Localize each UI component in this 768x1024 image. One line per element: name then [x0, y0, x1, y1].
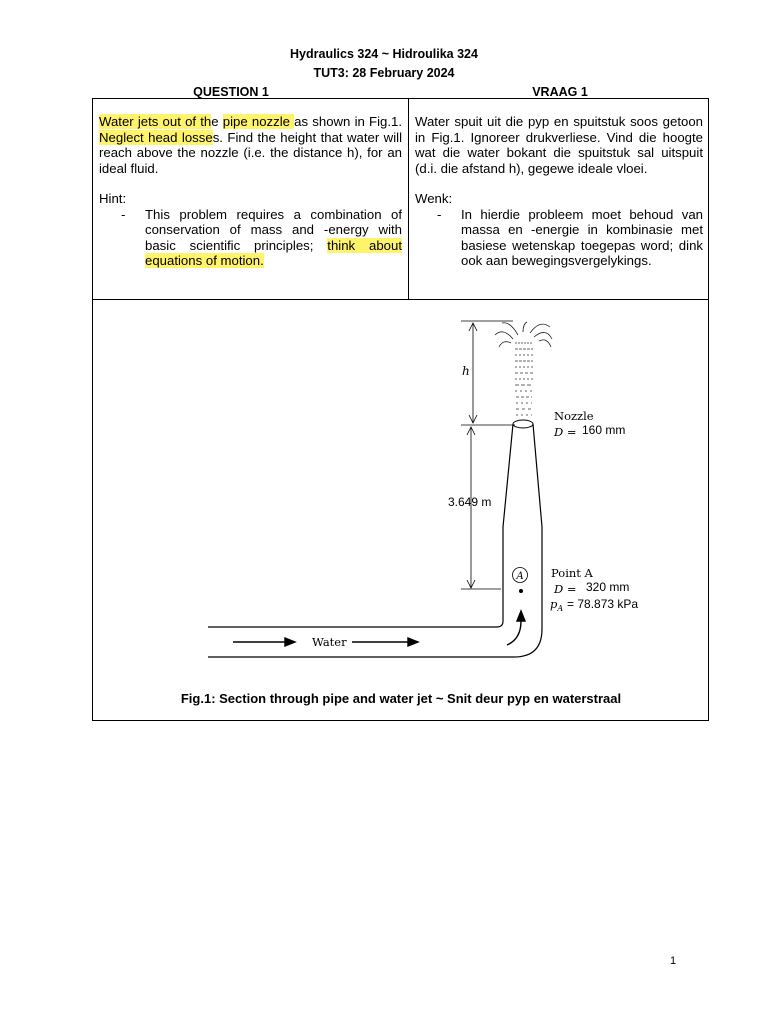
bullet-dash: - [121, 206, 126, 222]
highlight-water-jets: Water jets out of th [99, 114, 212, 129]
hint-text-english: This problem requires a combination of conservation of mass and -energy with basic scientific principles; [145, 206, 402, 253]
figure-caption: Fig.1: Section through pipe and water jet ~ Snit deur pyp en waterstraal [180, 691, 622, 706]
question-text-fragment: e [211, 114, 223, 129]
question-table [92, 98, 709, 721]
pressure-prefix [550, 597, 563, 613]
height-h-label: h [462, 364, 470, 378]
hint-bullet-afrikaans [415, 207, 703, 269]
document-title: Hydraulics 324 ~ Hidroulika 324 [290, 47, 478, 61]
nozzle-label: Nozzle [554, 409, 594, 423]
point-a-marker-letter: A [516, 571, 524, 582]
point-a-dot [519, 589, 523, 593]
question-paragraph-english [99, 114, 402, 176]
question-paragraph-afrikaans: Water spuit uit die pyp en spuitstuk soos getoon in Fig.1. Ignoreer drukverliese. Vind die hoogte wat die water bokant die spuitstuk sal uitspuit (d.i. die afstand h), gegewe ideale vloei. [415, 114, 703, 176]
question-text-afrikaans [415, 114, 703, 269]
bullet-dash: - [437, 206, 442, 222]
figure-area [93, 299, 710, 720]
column-heading-english: QUESTION 1 [193, 85, 269, 99]
pressure-symbol: p [550, 597, 558, 611]
highlight-equations-of-motion: think about equations of motion. [145, 237, 402, 268]
nozzle-diameter-prefix: D = [554, 425, 577, 439]
question-text-fragment: s. Find the height that water will reach above the nozzle (i.e. the distance h), for an ideal fluid. [99, 129, 403, 176]
question-text-fragment: as shown in Fig.1. [294, 114, 402, 129]
pipe-height-label: 3.649 m [448, 495, 492, 509]
pressure-value: = 78.873 kPa [567, 597, 639, 611]
highlight-neglect-head-losses: Neglect head losse [99, 129, 213, 145]
hint-bullet-english [99, 207, 402, 269]
pressure-subscript: A [557, 604, 564, 613]
hint-label-english: Hint: [99, 191, 127, 206]
page-number: 1 [670, 955, 677, 967]
flow-arrows [233, 611, 525, 646]
tutorial-date: TUT3: 28 February 2024 [313, 66, 455, 80]
question-text-english [99, 114, 402, 269]
point-a-diameter-prefix: D = [554, 582, 577, 596]
highlight-pipe-nozzle: pipe nozzle [222, 114, 295, 129]
hint-label-afrikaans: Wenk: [415, 191, 453, 206]
point-a-label: Point A [551, 566, 593, 580]
water-column [515, 343, 533, 415]
pipe-diagram [93, 299, 710, 720]
nozzle-outlet [513, 420, 533, 428]
column-divider [408, 99, 409, 299]
nozzle-diameter-value: 160 mm [582, 423, 626, 437]
hint-text-afrikaans: In hierdie probleem moet behoud van massa en -energie in kombinasie met basiese wetenskap toegepas word; dink ook aan bewegingsvergelykings. [461, 206, 703, 268]
column-heading-afrikaans: VRAAG 1 [532, 85, 588, 99]
water-flow-label: Water [312, 635, 347, 649]
pipe-outline [208, 424, 542, 657]
water-jet [495, 322, 552, 347]
point-a-diameter-value: 320 mm [586, 580, 630, 594]
